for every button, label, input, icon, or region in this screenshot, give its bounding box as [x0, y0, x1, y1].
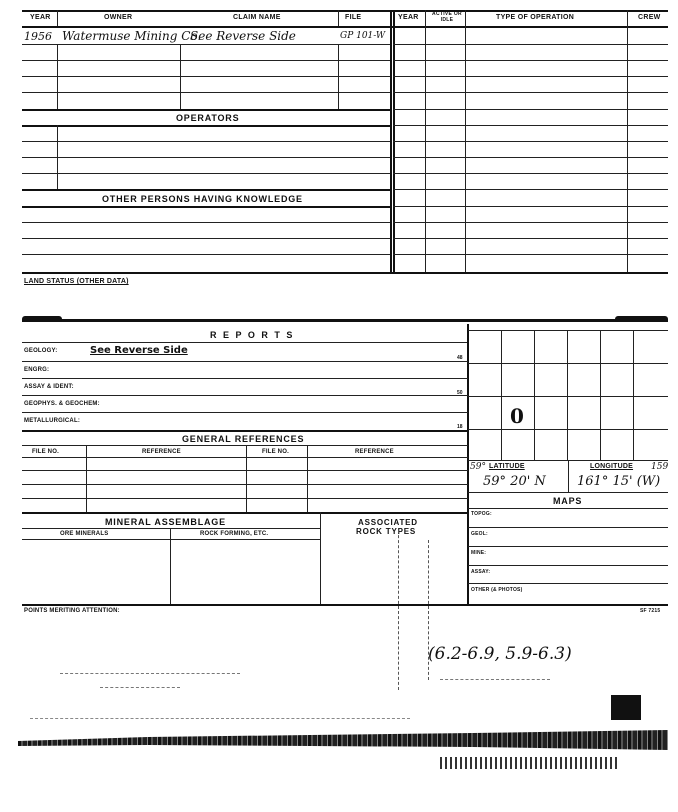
band-smudge	[22, 316, 62, 322]
scan-dots	[398, 530, 400, 690]
maps-row-other: OTHER (& PHOTOS)	[471, 587, 523, 593]
row-line	[393, 141, 668, 142]
gr-header-reference-2: REFERENCE	[355, 449, 394, 455]
row1-year: 1956	[24, 30, 52, 43]
row-line	[22, 395, 468, 396]
section-line	[22, 189, 390, 191]
report-label-geophys: GEOPHYS. & GEOCHEM:	[24, 401, 100, 407]
row-line	[22, 238, 390, 239]
maps-row-assay: ASSAY:	[471, 569, 491, 575]
row-line	[393, 60, 668, 61]
land-status-label: LAND STATUS (OTHER DATA)	[24, 278, 129, 285]
scan-noise	[30, 718, 410, 719]
points-meriting-label: POINTS MERITING ATTENTION:	[24, 608, 120, 614]
grid-line	[468, 363, 668, 364]
middle-band	[22, 319, 668, 322]
col-divider	[170, 528, 171, 604]
header-claim-name: CLAIM NAME	[233, 14, 281, 21]
grid-line	[534, 330, 535, 460]
header-active-or-idle: ACTIVE OR IDLE	[432, 11, 462, 23]
grid-line	[468, 546, 668, 547]
band-smudge	[615, 316, 668, 322]
header-owner: OWNER	[104, 14, 133, 21]
gr-header-file-no-2: FILE NO.	[262, 449, 289, 455]
row-line	[22, 457, 468, 458]
row-line	[393, 157, 668, 158]
row-line	[22, 44, 390, 45]
associated-label: ASSOCIATED	[358, 518, 418, 527]
row-line	[22, 60, 390, 61]
section-line	[22, 206, 390, 208]
grid-line	[501, 330, 502, 460]
row-line	[393, 238, 668, 239]
row-line	[393, 109, 668, 110]
grid-line	[567, 330, 568, 460]
latitude-prefix: 59°	[470, 462, 486, 472]
row-line	[22, 498, 468, 499]
main-divider	[390, 10, 392, 272]
header-divider	[57, 10, 58, 26]
scan-noise-band	[18, 730, 668, 750]
row-line	[22, 361, 468, 362]
row-line	[393, 222, 668, 223]
gr-header-file-no: FILE NO.	[32, 449, 59, 455]
col-divider	[307, 445, 308, 512]
latitude-label: LATITUDE	[489, 463, 525, 470]
row-divider	[338, 44, 339, 109]
report-label-engrg: ENGRG:	[24, 367, 50, 373]
grid-line	[468, 527, 668, 528]
row-line	[22, 378, 468, 379]
report-label-assay: ASSAY & IDENT:	[24, 384, 74, 390]
row-line	[22, 539, 320, 540]
row-divider	[57, 44, 58, 109]
longitude-label: LONGITUDE	[590, 463, 634, 470]
reports-right-border	[467, 324, 469, 604]
section-line	[22, 604, 668, 606]
row-line	[22, 141, 390, 142]
grid-line	[468, 492, 668, 493]
rock-types-label: ROCK TYPES	[356, 527, 417, 536]
top-border	[22, 10, 668, 12]
report-label-metallurgical: METALLURGICAL:	[24, 418, 81, 424]
row-line	[393, 44, 668, 45]
report-num: 18	[457, 424, 463, 430]
row1-claim-name: See Reverse Side	[190, 29, 296, 43]
general-references-heading: GENERAL REFERENCES	[182, 434, 305, 444]
operators-heading: OPERATORS	[176, 113, 240, 123]
row-line	[22, 412, 468, 413]
report-num: 50	[457, 390, 463, 396]
row-line	[22, 470, 468, 471]
gr-header-reference: REFERENCE	[142, 449, 181, 455]
reports-heading: R E P O R T S	[210, 330, 295, 340]
row-divider	[180, 44, 181, 109]
mineral-assemblage-heading: MINERAL ASSEMBLAGE	[105, 517, 226, 527]
rock-forming-label: ROCK FORMING, ETC.	[200, 531, 269, 537]
maps-row-topog: TOPOG:	[471, 511, 492, 517]
header-year: YEAR	[30, 14, 51, 21]
ore-minerals-label: ORE MINERALS	[60, 531, 109, 537]
header-type-of-operation: TYPE OF OPERATION	[496, 14, 575, 21]
header-divider	[338, 10, 339, 26]
grid-line	[468, 565, 668, 566]
grid-line	[468, 583, 668, 584]
row-line	[393, 189, 668, 190]
maps-heading: MAPS	[553, 496, 583, 506]
grid-line	[468, 429, 668, 430]
grid-line	[468, 330, 668, 331]
row-line	[22, 76, 390, 77]
row-line	[393, 76, 668, 77]
grid-line	[633, 330, 634, 460]
header-bottom-border	[22, 26, 668, 28]
longitude-value: 161° 15' (W)	[577, 474, 661, 489]
table-bottom-border	[22, 272, 668, 274]
row-line	[22, 342, 468, 343]
row1-owner: Watermuse Mining Co.	[62, 29, 202, 43]
latitude-value: 59° 20' N	[483, 474, 546, 489]
row-line	[393, 206, 668, 207]
row-line	[22, 222, 390, 223]
grid-line	[600, 330, 601, 460]
row-line	[393, 92, 668, 93]
scan-noise	[440, 757, 620, 769]
grid-line	[468, 508, 668, 509]
section-line	[22, 125, 390, 127]
grid-line	[468, 396, 668, 397]
row-divider	[57, 125, 58, 189]
row-line	[22, 528, 320, 529]
scan-noise	[440, 679, 550, 680]
scan-dots	[428, 540, 430, 680]
row-line	[22, 484, 468, 485]
other-persons-heading: OTHER PERSONS HAVING KNOWLEDGE	[102, 194, 303, 204]
report-num: 48	[457, 355, 463, 361]
scan-noise	[100, 687, 180, 688]
header-crew: CREW	[638, 14, 661, 21]
section-line	[22, 430, 468, 432]
row-line	[22, 157, 390, 158]
scan-noise	[60, 673, 240, 674]
maps-row-geol: GEOL:	[471, 531, 488, 537]
scan-black-block	[611, 695, 641, 720]
col-divider	[86, 445, 87, 512]
form-number: SF 7215	[640, 608, 661, 614]
header-year-2: YEAR	[398, 14, 419, 21]
row-line	[393, 125, 668, 126]
header-file: FILE	[345, 14, 362, 21]
grid-line	[568, 460, 569, 492]
row-line	[22, 445, 468, 446]
longitude-suffix: 159	[651, 462, 669, 472]
row-line	[22, 254, 390, 255]
section-line	[22, 109, 390, 111]
report-label-geology: GEOLOGY:	[24, 348, 58, 354]
grid-mark: 0	[510, 404, 524, 428]
row-line	[22, 173, 390, 174]
report-value-geology: See Reverse Side	[90, 345, 188, 356]
handwritten-coordinates: (6.2-6.9, 5.9-6.3)	[428, 644, 572, 664]
row1-file: GP 101-W	[340, 31, 386, 41]
section-line	[22, 512, 468, 514]
row-line	[393, 173, 668, 174]
maps-row-mine: MINE:	[471, 550, 487, 556]
row-line	[22, 92, 390, 93]
col-divider	[320, 512, 321, 604]
col-divider	[246, 445, 247, 512]
row-line	[393, 254, 668, 255]
